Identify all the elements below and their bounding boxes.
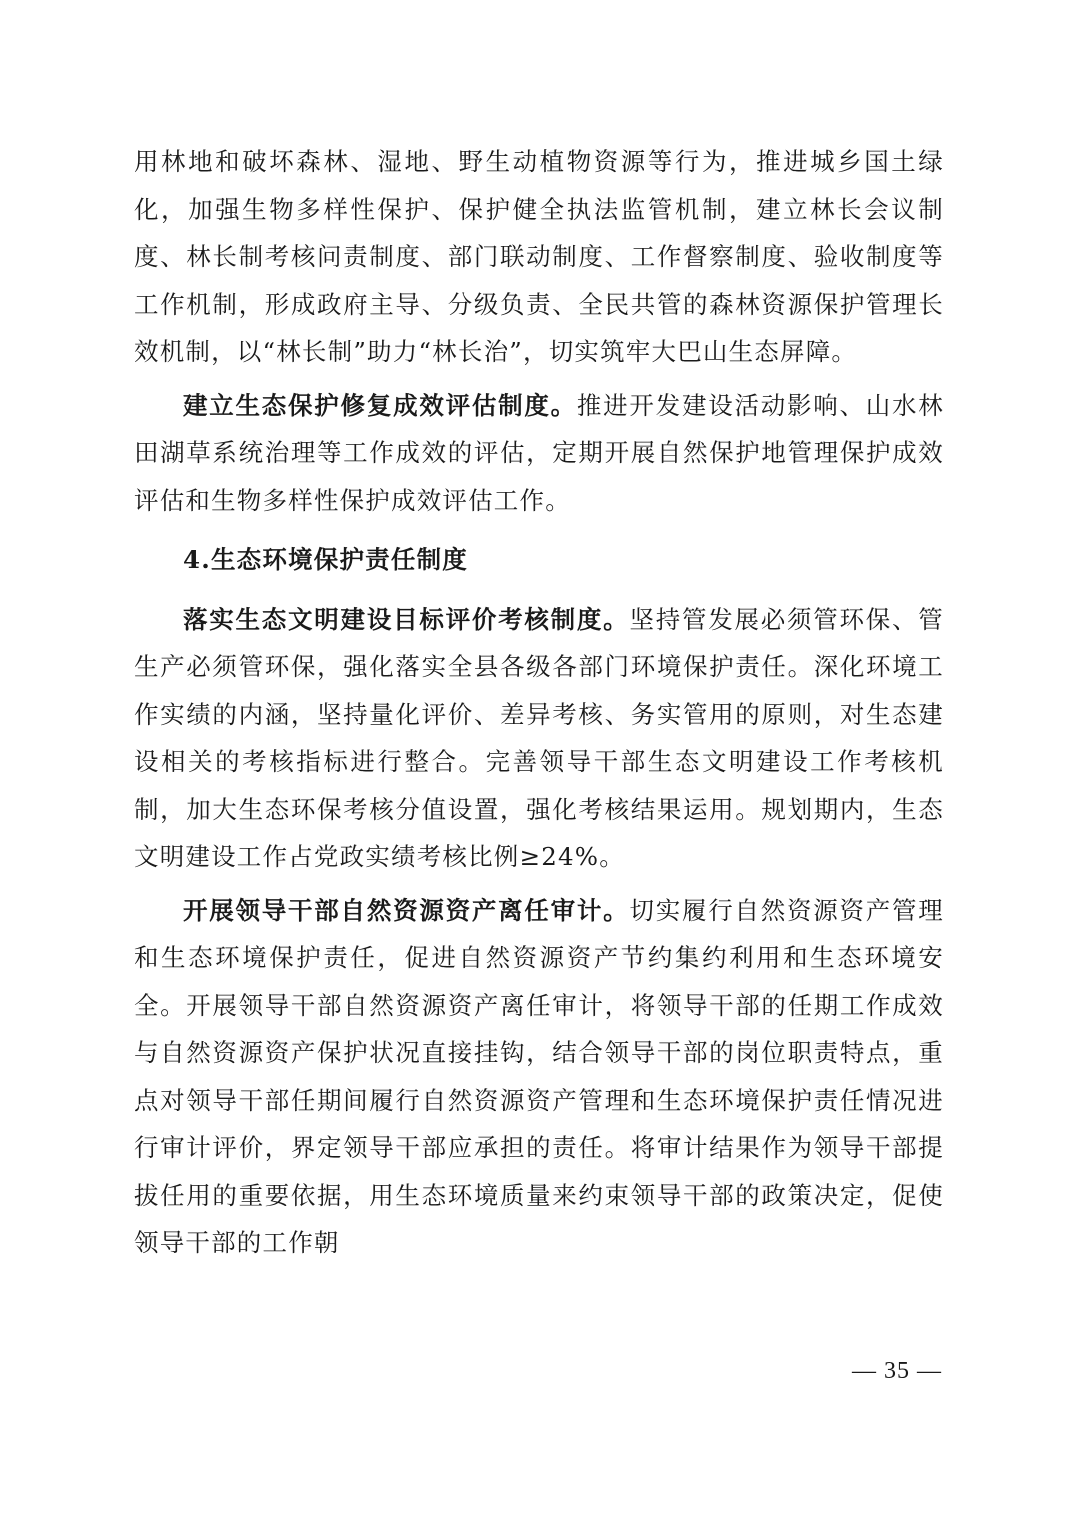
page-number: — 35 — xyxy=(852,1358,942,1384)
paragraph-lead-bold: 落实生态文明建设目标评价考核制度。 xyxy=(183,604,630,634)
page-body xyxy=(134,138,944,1273)
paragraph-departure-audit xyxy=(134,887,944,1267)
paragraph-ecological-restoration-assessment xyxy=(134,382,944,525)
section-heading: 4.生态环境保护责任制度 xyxy=(183,545,468,574)
paragraph-text: 用林地和破坏森林、湿地、野生动植物资源等行为，推进城乡国土绿化，加强生物多样性保护、保护健全执法监管机制，建立林长会议制度、林长制考核问责制度、部门联动制度、工作督察制度、验收制度等工作机制，形成政府主导、分级负责、全民共管的森林资源保护管理长效机制，以“林长制”助力“林长治”，切实筑牢大巴山生态屏障。 xyxy=(134,147,944,366)
paragraph-continuation xyxy=(134,138,944,376)
paragraph-evaluation-assessment-system xyxy=(134,596,944,881)
paragraph-lead-bold: 建立生态保护修复成效评估制度。 xyxy=(183,390,577,420)
paragraph-text: 坚持管发展必须管环保、管生产必须管环保，强化落实全县各级各部门环境保护责任。深化环境工作实绩的内涵，坚持量化评价、差异考核、务实管用的原则，对生态建设相关的考核指标进行整合。完善领导干部生态文明建设工作考核机制，加大生态环保考核分值设置，强化考核结果运用。规划期内，生态文明建设工作占党政实绩考核比例≥24%。 xyxy=(134,604,944,871)
paragraph-lead-bold: 开展领导干部自然资源资产离任审计。 xyxy=(183,895,630,925)
paragraph-text: 推进开发建设活动影响、山水林田湖草系统治理等工作成效的评估，定期开展自然保护地管理保护成效评估和生物多样性保护成效评估工作。 xyxy=(134,390,944,515)
paragraph-text: 切实履行自然资源资产管理和生态环境保护责任，促进自然资源资产节约集约利用和生态环境安全。开展领导干部自然资源资产离任审计，将领导干部的任期工作成效与自然资源资产保护状况直接挂钩，结合领导干部的岗位职责特点，重点对领导干部任期间履行自然资源资产管理和生态环境保护责任情况进行审计评价，界定领导干部应承担的责任。将审计结果作为领导干部提拔任用的重要依据，用生态环境质量来约束领导干部的政策决定，促使领导干部的工作朝 xyxy=(134,895,944,1257)
